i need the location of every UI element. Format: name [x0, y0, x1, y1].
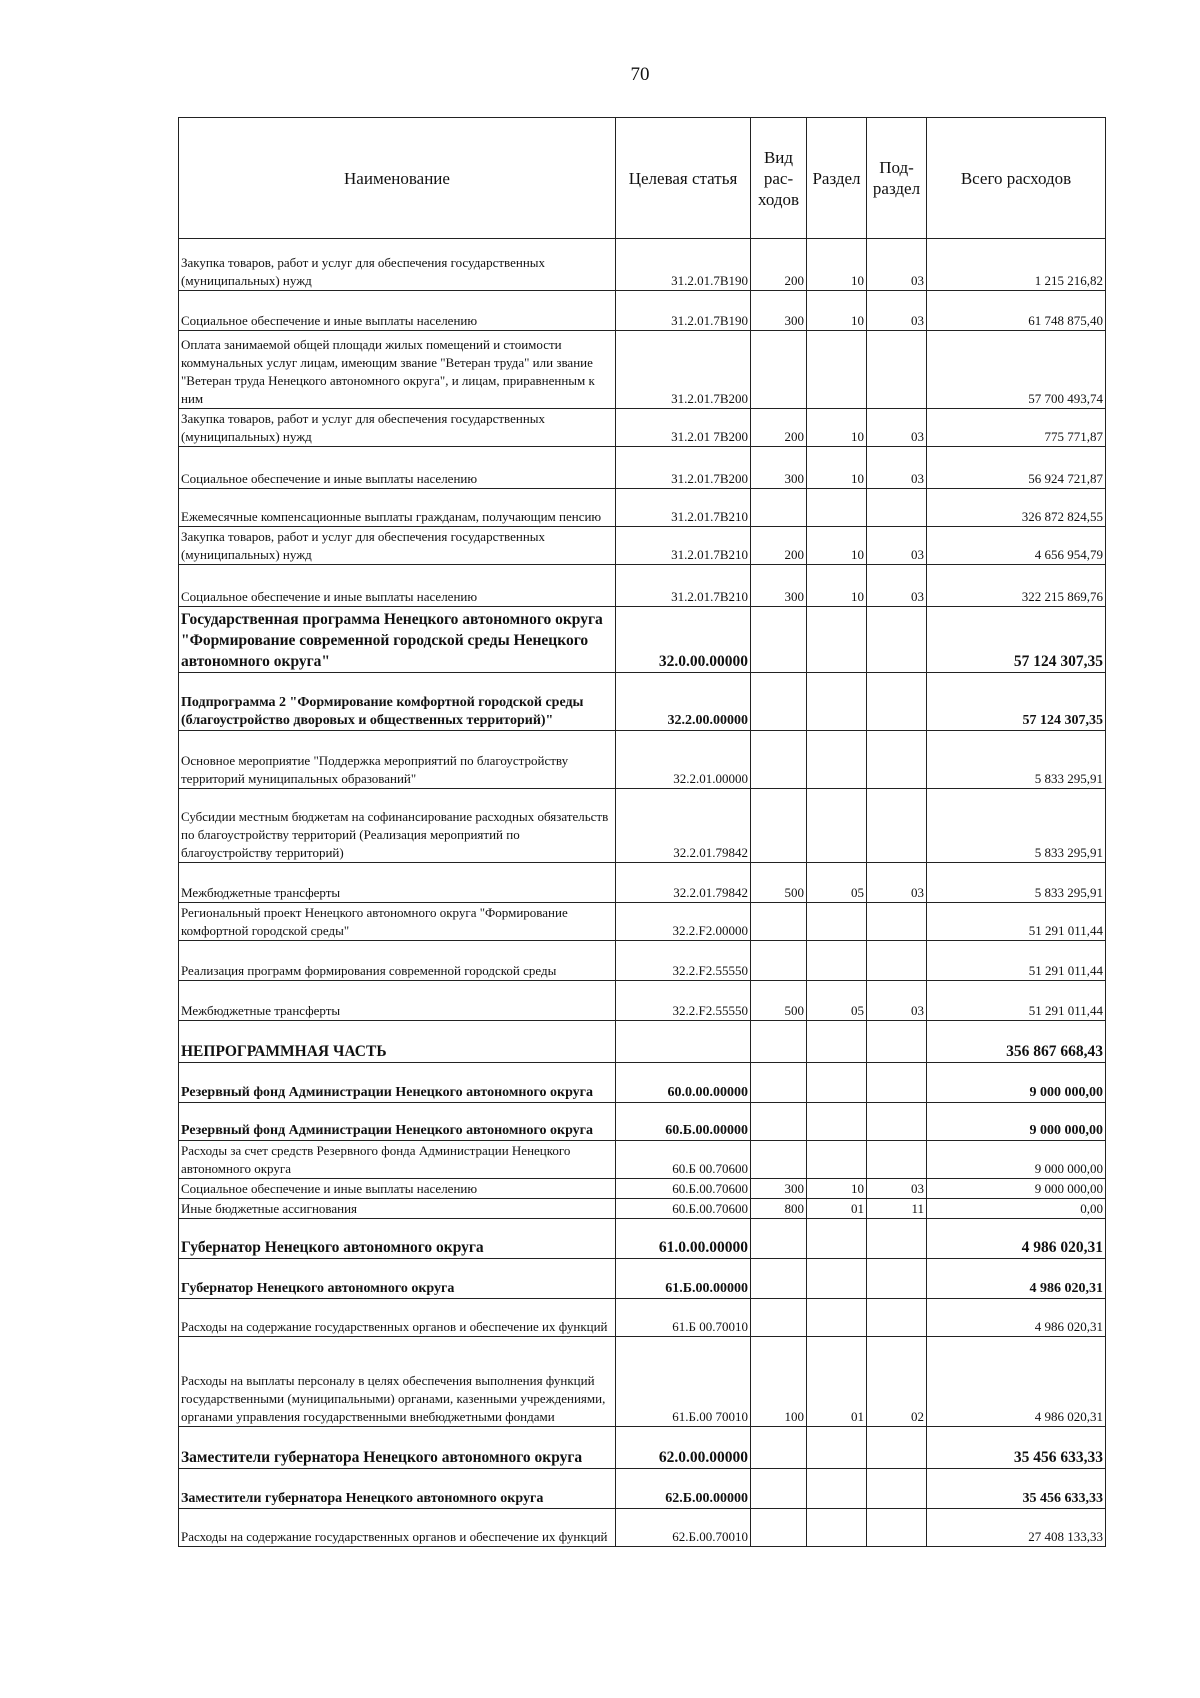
row-expense-kind — [751, 789, 807, 863]
row-total: 51 291 011,44 — [927, 903, 1106, 941]
row-total: 4 986 020,31 — [927, 1299, 1106, 1337]
row-name: Оплата занимаемой общей площади жилых помещений и стоимости коммунальных услуг лицам, имеющим звание "Ветеран труда" или звание "Ветеран труда Ненецкого автономного округа", и лицам, приравненным к ним — [179, 331, 616, 409]
table-row — [179, 489, 1106, 527]
row-total: 5 833 295,91 — [927, 731, 1106, 789]
row-subsection: 03 — [867, 447, 927, 489]
row-total: 57 124 307,35 — [927, 673, 1106, 731]
row-subsection: 03 — [867, 291, 927, 331]
table-row — [179, 527, 1106, 565]
row-subsection — [867, 607, 927, 673]
row-expense-kind — [751, 1103, 807, 1141]
row-subsection — [867, 489, 927, 527]
row-expense-kind — [751, 1469, 807, 1509]
row-name: Региональный проект Ненецкого автономного округа "Формирование комфортной городской среды" — [179, 903, 616, 941]
row-subsection — [867, 1219, 927, 1259]
header-subsection: Под-раздел — [867, 118, 927, 239]
row-expense-kind — [751, 903, 807, 941]
table-row — [179, 1509, 1106, 1547]
row-target-code: 32.2.01.79842 — [616, 789, 751, 863]
row-subsection — [867, 1299, 927, 1337]
header-name: Наименование — [179, 118, 616, 239]
row-section: 01 — [807, 1337, 867, 1427]
table-row — [179, 1427, 1106, 1469]
row-name: Государственная программа Ненецкого автономного округа "Формирование современной городской среды Ненецкого автономного округа" — [179, 607, 616, 673]
row-expense-kind: 200 — [751, 527, 807, 565]
row-total: 4 986 020,31 — [927, 1337, 1106, 1427]
row-expense-kind — [751, 1299, 807, 1337]
row-expense-kind — [751, 1141, 807, 1179]
row-expense-kind — [751, 607, 807, 673]
table-row — [179, 565, 1106, 607]
row-total: 9 000 000,00 — [927, 1103, 1106, 1141]
row-total: 56 924 721,87 — [927, 447, 1106, 489]
table-row — [179, 239, 1106, 291]
row-expense-kind: 500 — [751, 981, 807, 1021]
row-subsection: 03 — [867, 239, 927, 291]
table-row — [179, 331, 1106, 409]
row-section — [807, 331, 867, 409]
row-section: 10 — [807, 447, 867, 489]
row-name: Межбюджетные трансферты — [179, 863, 616, 903]
row-section: 10 — [807, 1179, 867, 1199]
row-subsection — [867, 1141, 927, 1179]
row-total: 5 833 295,91 — [927, 789, 1106, 863]
header-section: Раздел — [807, 118, 867, 239]
row-subsection: 11 — [867, 1199, 927, 1219]
row-expense-kind — [751, 1021, 807, 1063]
header-target: Целевая статья — [616, 118, 751, 239]
table-row — [179, 731, 1106, 789]
row-name: Межбюджетные трансферты — [179, 981, 616, 1021]
row-section: 10 — [807, 409, 867, 447]
row-section — [807, 1141, 867, 1179]
row-section — [807, 673, 867, 731]
row-name: Закупка товаров, работ и услуг для обеспечения государственных (муниципальных) нужд — [179, 239, 616, 291]
row-expense-kind — [751, 731, 807, 789]
row-target-code: 32.2.00.00000 — [616, 673, 751, 731]
row-target-code: 32.2.F2.00000 — [616, 903, 751, 941]
row-name: Закупка товаров, работ и услуг для обеспечения государственных (муниципальных) нужд — [179, 409, 616, 447]
table-row — [179, 1199, 1106, 1219]
row-subsection — [867, 789, 927, 863]
row-expense-kind — [751, 673, 807, 731]
row-name: Расходы за счет средств Резервного фонда Администрации Ненецкого автономного округа — [179, 1141, 616, 1179]
row-subsection — [867, 1509, 927, 1547]
row-expense-kind: 300 — [751, 1179, 807, 1199]
row-subsection — [867, 673, 927, 731]
row-name: Резервный фонд Администрации Ненецкого автономного округа — [179, 1103, 616, 1141]
row-expense-kind — [751, 1509, 807, 1547]
table-row — [179, 1469, 1106, 1509]
row-expense-kind — [751, 941, 807, 981]
row-target-code: 32.0.00.00000 — [616, 607, 751, 673]
row-total: 51 291 011,44 — [927, 941, 1106, 981]
row-section — [807, 1469, 867, 1509]
table-row — [179, 941, 1106, 981]
row-section — [807, 1063, 867, 1103]
row-section — [807, 1219, 867, 1259]
header-total: Всего расходов — [927, 118, 1106, 239]
row-expense-kind: 500 — [751, 863, 807, 903]
row-total: 9 000 000,00 — [927, 1141, 1106, 1179]
row-subsection — [867, 1103, 927, 1141]
table-row — [179, 1021, 1106, 1063]
row-name: Социальное обеспечение и иные выплаты населению — [179, 565, 616, 607]
row-name: Закупка товаров, работ и услуг для обеспечения государственных (муниципальных) нужд — [179, 527, 616, 565]
row-section — [807, 903, 867, 941]
row-target-code: 32.2.F2.55550 — [616, 941, 751, 981]
row-total: 4 986 020,31 — [927, 1219, 1106, 1259]
row-section — [807, 1259, 867, 1299]
row-total: 1 215 216,82 — [927, 239, 1106, 291]
row-subsection — [867, 941, 927, 981]
row-name: Заместители губернатора Ненецкого автономного округа — [179, 1469, 616, 1509]
row-target-code: 62.Б.00.00000 — [616, 1469, 751, 1509]
row-target-code: 31.2.01.7В200 — [616, 447, 751, 489]
row-expense-kind: 200 — [751, 409, 807, 447]
row-expense-kind: 200 — [751, 239, 807, 291]
row-subsection — [867, 1063, 927, 1103]
row-target-code: 60.Б.00.70600 — [616, 1179, 751, 1199]
row-total: 322 215 869,76 — [927, 565, 1106, 607]
table-row — [179, 607, 1106, 673]
row-expense-kind: 100 — [751, 1337, 807, 1427]
row-name: Социальное обеспечение и иные выплаты населению — [179, 291, 616, 331]
row-subsection — [867, 1021, 927, 1063]
row-name: Иные бюджетные ассигнования — [179, 1199, 616, 1219]
table-row — [179, 409, 1106, 447]
row-target-code: 62.0.00.00000 — [616, 1427, 751, 1469]
row-name: Губернатор Ненецкого автономного округа — [179, 1259, 616, 1299]
row-section — [807, 1509, 867, 1547]
row-section — [807, 489, 867, 527]
row-expense-kind — [751, 1063, 807, 1103]
row-subsection — [867, 903, 927, 941]
row-target-code: 61.Б.00.00000 — [616, 1259, 751, 1299]
table-row — [179, 1299, 1106, 1337]
row-name: НЕПРОГРАММНАЯ ЧАСТЬ — [179, 1021, 616, 1063]
table-row — [179, 789, 1106, 863]
row-target-code: 31.2.01.7В210 — [616, 565, 751, 607]
row-name: Расходы на содержание государственных органов и обеспечение их функций — [179, 1299, 616, 1337]
row-target-code: 31.2.01.7В210 — [616, 489, 751, 527]
row-section: 01 — [807, 1199, 867, 1219]
row-name: Расходы на выплаты персоналу в целях обеспечения выполнения функций государственными (муниципальными) органами, казенными учреждениями, органами управления государственными внебюджетными фондами — [179, 1337, 616, 1427]
table-row — [179, 447, 1106, 489]
row-name: Ежемесячные компенсационные выплаты гражданам, получающим пенсию — [179, 489, 616, 527]
table-row — [179, 1141, 1106, 1179]
row-name: Расходы на содержание государственных органов и обеспечение их функций — [179, 1509, 616, 1547]
row-section — [807, 789, 867, 863]
row-subsection: 03 — [867, 565, 927, 607]
row-section: 10 — [807, 291, 867, 331]
row-section: 10 — [807, 527, 867, 565]
row-total: 356 867 668,43 — [927, 1021, 1106, 1063]
row-section — [807, 1103, 867, 1141]
row-total: 57 124 307,35 — [927, 607, 1106, 673]
row-total: 9 000 000,00 — [927, 1179, 1106, 1199]
row-subsection: 03 — [867, 981, 927, 1021]
row-total: 57 700 493,74 — [927, 331, 1106, 409]
row-expense-kind: 300 — [751, 291, 807, 331]
row-subsection: 02 — [867, 1337, 927, 1427]
row-target-code: 61.0.00.00000 — [616, 1219, 751, 1259]
row-section — [807, 1021, 867, 1063]
row-target-code: 31.2.01.7В190 — [616, 291, 751, 331]
row-name: Социальное обеспечение и иные выплаты населению — [179, 447, 616, 489]
budget-table — [178, 117, 1106, 1547]
row-name: Субсидии местным бюджетам на софинансирование расходных обязательств по благоустройству территорий (Реализация мероприятий по благоустройству территорий) — [179, 789, 616, 863]
row-expense-kind — [751, 1259, 807, 1299]
row-name: Резервный фонд Администрации Ненецкого автономного округа — [179, 1063, 616, 1103]
row-subsection: 03 — [867, 863, 927, 903]
row-section — [807, 1427, 867, 1469]
row-total: 775 771,87 — [927, 409, 1106, 447]
row-name: Заместители губернатора Ненецкого автономного округа — [179, 1427, 616, 1469]
row-expense-kind — [751, 1219, 807, 1259]
table-row — [179, 1063, 1106, 1103]
table-body — [179, 239, 1106, 1547]
row-expense-kind: 800 — [751, 1199, 807, 1219]
table-row — [179, 903, 1106, 941]
row-target-code: 61.Б.00 70010 — [616, 1337, 751, 1427]
row-expense-kind: 300 — [751, 565, 807, 607]
table-row — [179, 1219, 1106, 1259]
row-target-code: 60.Б 00.70600 — [616, 1141, 751, 1179]
row-target-code: 61.Б 00.70010 — [616, 1299, 751, 1337]
row-total: 51 291 011,44 — [927, 981, 1106, 1021]
row-subsection: 03 — [867, 1179, 927, 1199]
row-target-code: 32.2.F2.55550 — [616, 981, 751, 1021]
row-total: 4 656 954,79 — [927, 527, 1106, 565]
row-target-code — [616, 1021, 751, 1063]
row-total: 35 456 633,33 — [927, 1427, 1106, 1469]
row-expense-kind — [751, 489, 807, 527]
row-target-code: 62.Б.00.70010 — [616, 1509, 751, 1547]
row-section: 05 — [807, 863, 867, 903]
table-header-row — [179, 118, 1106, 239]
row-subsection: 03 — [867, 527, 927, 565]
table-row — [179, 981, 1106, 1021]
row-subsection — [867, 1259, 927, 1299]
row-target-code: 32.2.01.00000 — [616, 731, 751, 789]
row-total: 5 833 295,91 — [927, 863, 1106, 903]
row-total: 35 456 633,33 — [927, 1469, 1106, 1509]
row-expense-kind — [751, 331, 807, 409]
page-number: 70 — [630, 64, 650, 85]
row-subsection — [867, 1469, 927, 1509]
table-row — [179, 863, 1106, 903]
row-section: 10 — [807, 565, 867, 607]
row-total: 326 872 824,55 — [927, 489, 1106, 527]
row-section — [807, 607, 867, 673]
row-subsection — [867, 331, 927, 409]
row-target-code: 60.0.00.00000 — [616, 1063, 751, 1103]
row-target-code: 31.2.01.7В210 — [616, 527, 751, 565]
row-name: Подпрограмма 2 "Формирование комфортной городской среды (благоустройство дворовых и общественных территорий)" — [179, 673, 616, 731]
row-section — [807, 941, 867, 981]
row-name: Социальное обеспечение и иные выплаты населению — [179, 1179, 616, 1199]
row-target-code: 31.2.01 7В200 — [616, 409, 751, 447]
row-target-code: 31.2.01.7В200 — [616, 331, 751, 409]
row-section — [807, 731, 867, 789]
row-target-code: 31.2.01.7В190 — [616, 239, 751, 291]
row-section: 05 — [807, 981, 867, 1021]
row-expense-kind — [751, 1427, 807, 1469]
row-name: Губернатор Ненецкого автономного округа — [179, 1219, 616, 1259]
row-section — [807, 1299, 867, 1337]
row-subsection — [867, 731, 927, 789]
row-name: Основное мероприятие "Поддержка мероприятий по благоустройству территорий муниципальных образований" — [179, 731, 616, 789]
row-total: 9 000 000,00 — [927, 1063, 1106, 1103]
table-row — [179, 673, 1106, 731]
row-subsection: 03 — [867, 409, 927, 447]
table-row — [179, 291, 1106, 331]
row-name: Реализация программ формирования современной городской среды — [179, 941, 616, 981]
row-section: 10 — [807, 239, 867, 291]
row-target-code: 60.Б.00.00000 — [616, 1103, 751, 1141]
row-total: 61 748 875,40 — [927, 291, 1106, 331]
table-row — [179, 1103, 1106, 1141]
row-target-code: 60.Б.00.70600 — [616, 1199, 751, 1219]
row-subsection — [867, 1427, 927, 1469]
table-row — [179, 1179, 1106, 1199]
table-row — [179, 1337, 1106, 1427]
row-target-code: 32.2.01.79842 — [616, 863, 751, 903]
table-row — [179, 1259, 1106, 1299]
row-total: 4 986 020,31 — [927, 1259, 1106, 1299]
header-kind: Вид рас-ходов — [751, 118, 807, 239]
row-expense-kind: 300 — [751, 447, 807, 489]
row-total: 27 408 133,33 — [927, 1509, 1106, 1547]
row-total: 0,00 — [927, 1199, 1106, 1219]
